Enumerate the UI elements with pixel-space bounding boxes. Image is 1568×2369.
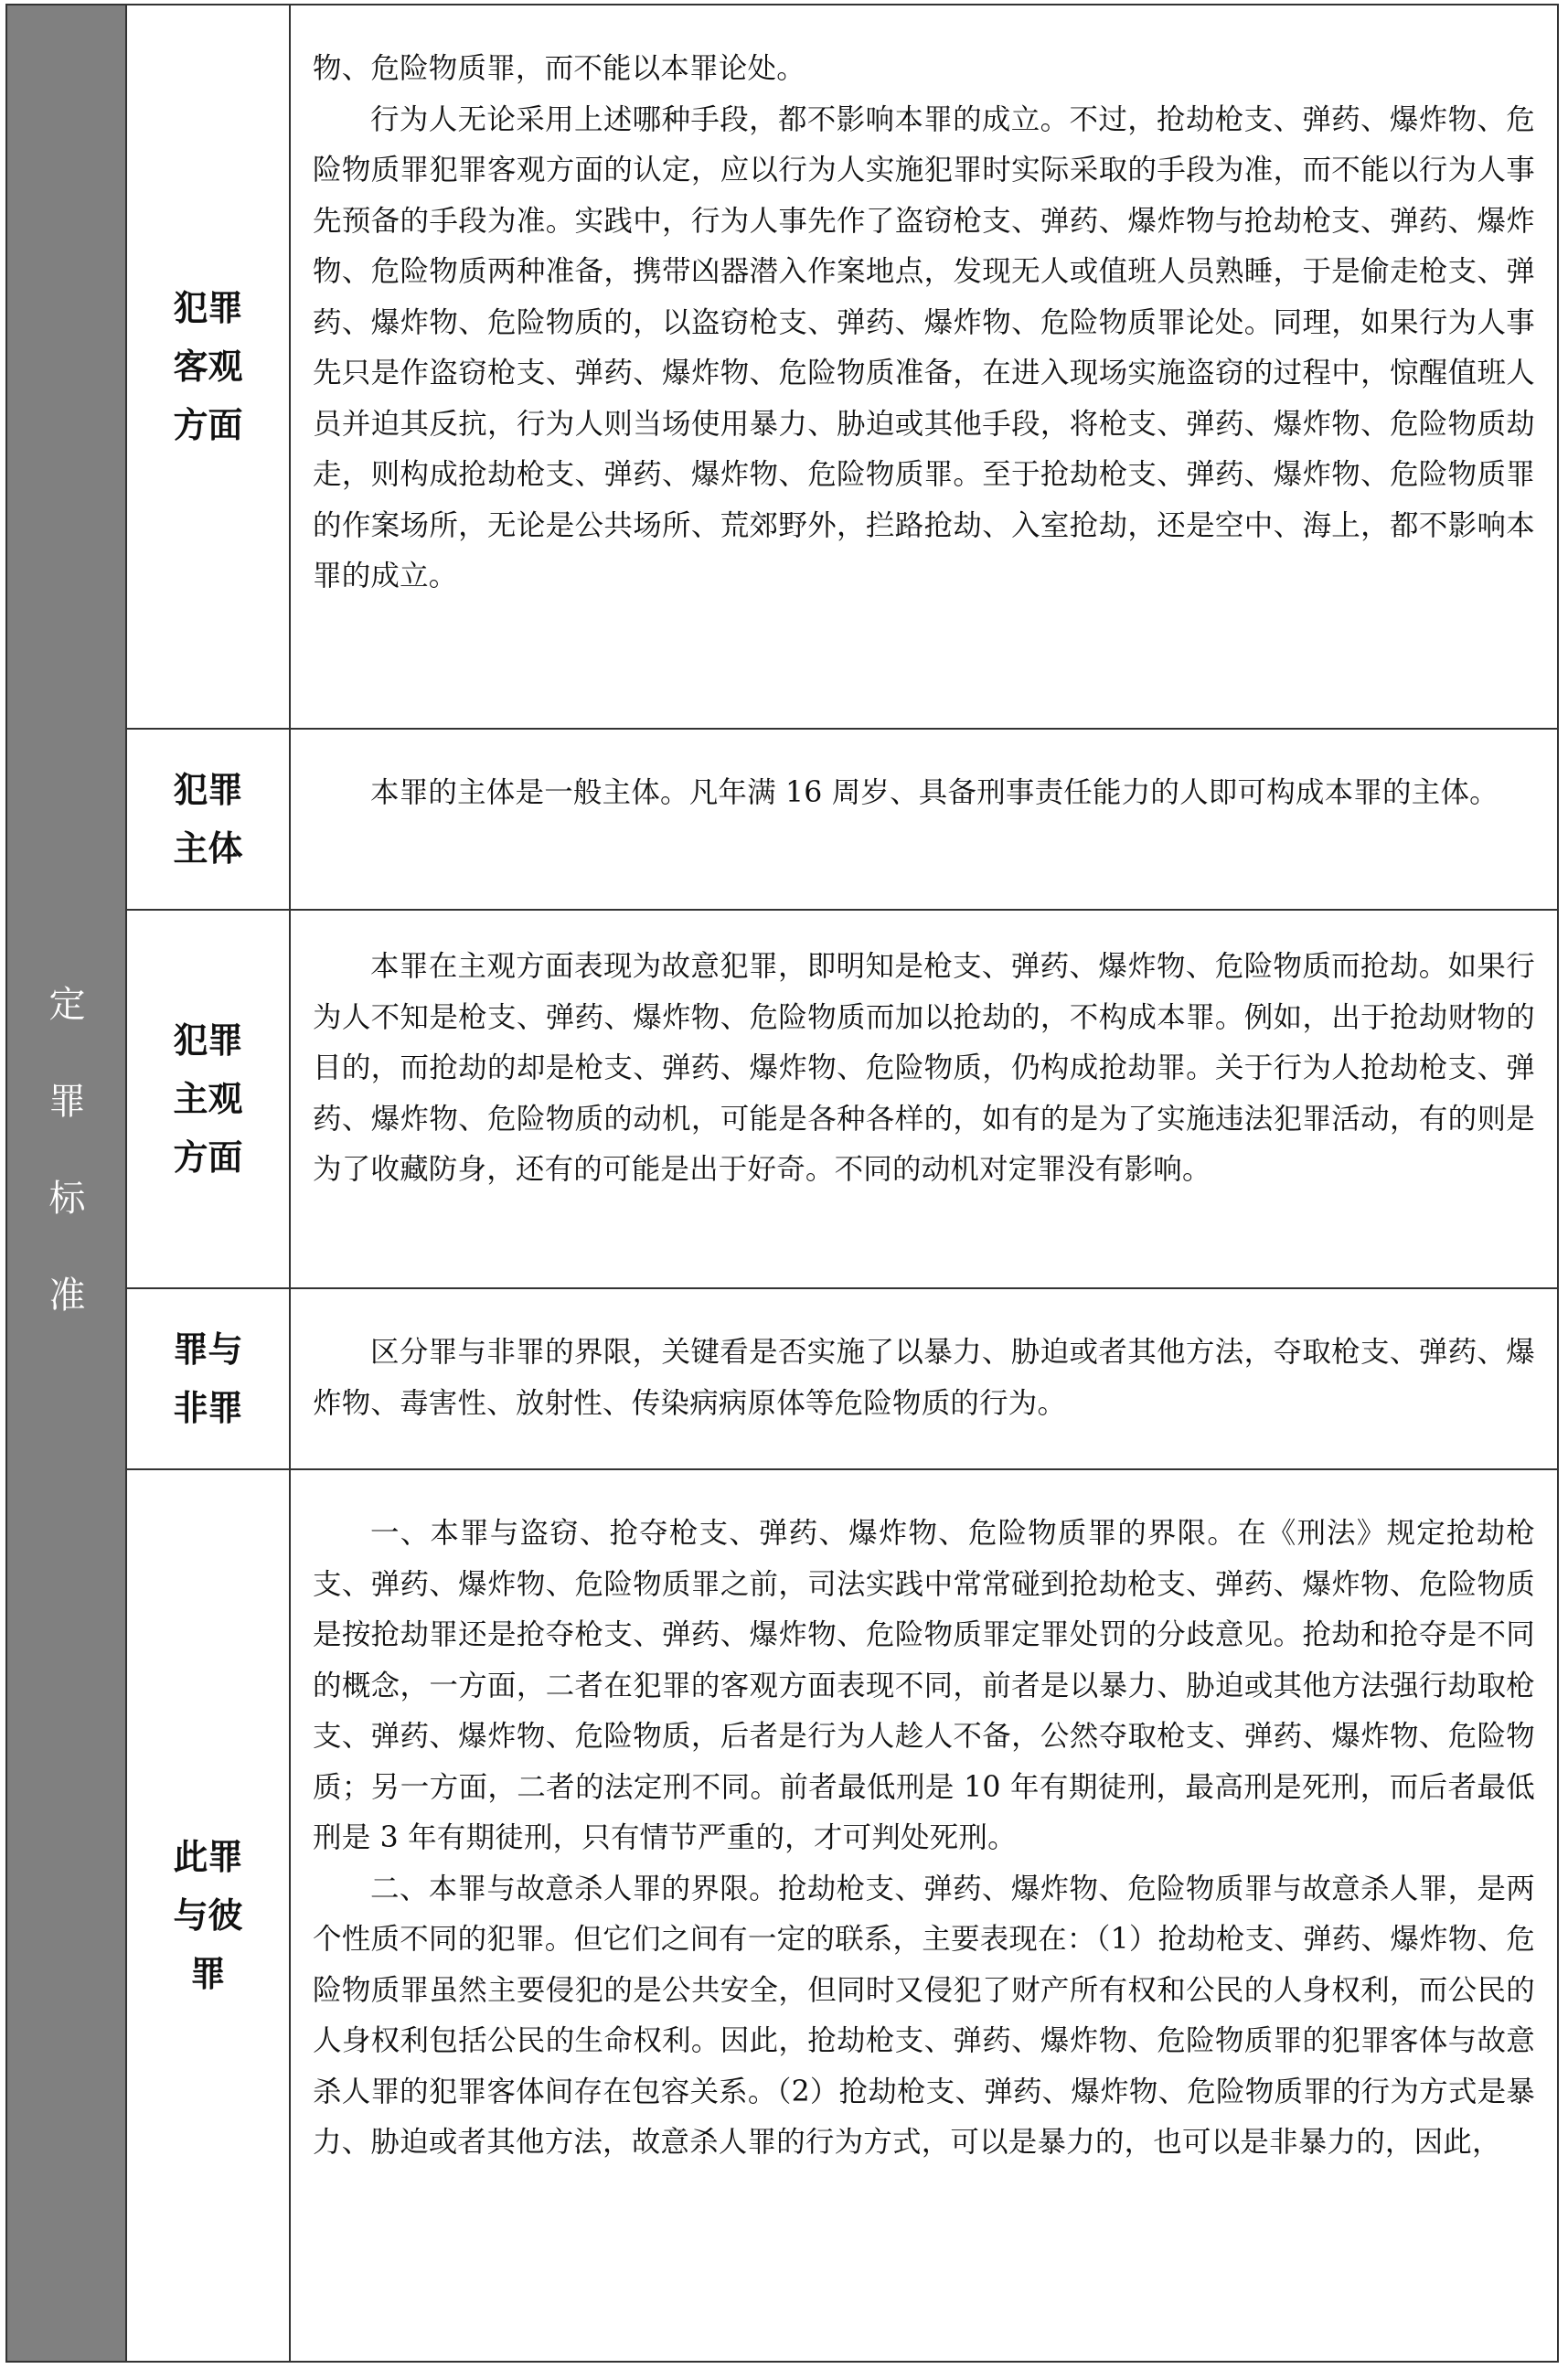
- paragraph: 行为人无论采用上述哪种手段，都不影响本罪的成立。不过，抢劫枪支、弹药、爆炸物、危险物质罪犯罪客观方面的认定，应以行为人实施犯罪时实际采取的手段为准，而不能以行为人事先预备的手段为准。实践中，行为人事先作了盗窃枪支、弹药、爆炸物与抢劫枪支、弹药、爆炸物、危险物质两种准备，携带凶器潜入作案地点，发现无人或值班人员熟睡，于是偷走枪支、弹药、爆炸物、危险物质的，以盗窃枪支、弹药、爆炸物、危险物质罪论处。同理，如果行为人事先只是作盗窃枪支、弹药、爆炸物、危险物质准备，在进入现场实施盗窃的过程中，惊醒值班人员并迫其反抗，行为人则当场使用暴力、胁迫或其他手段，将枪支、弹药、爆炸物、危险物质劫走，则构成抢劫枪支、弹药、爆炸物、危险物质罪。至于抢劫枪支、弹药、爆炸物、危险物质罪的作案场所，无论是公共场所、荒郊野外，拦路抢劫、入室抢劫，还是空中、海上，都不影响本罪的成立。: [313, 102, 1535, 592]
- row-label-cell: [127, 5, 291, 728]
- row-label: 犯罪主观方面: [173, 1020, 243, 1178]
- side-char: 罪: [48, 1081, 86, 1123]
- row-label-cell: [127, 1289, 291, 1468]
- row-content: [291, 1289, 1557, 1468]
- paragraph: 本罪的主体是一般主体。凡年满 16 周岁、具备刑事责任能力的人即可构成本罪的主体。: [370, 776, 1499, 809]
- row-label-cell: [127, 730, 291, 909]
- row-label-cell: [127, 1470, 291, 2361]
- paragraph: 二、本罪与故意杀人罪的界限。抢劫枪支、弹药、爆炸物、危险物质罪与故意杀人罪，是两个性质不同的犯罪。但它们之间有一定的联系，主要表现在：（1）抢劫枪支、弹药、爆炸物、危险物质罪虽然主要侵犯的是公共安全，但同时又侵犯了财产所有权和公民的人身权利，而公民的人身权利包括公民的生命权利。因此，抢劫枪支、弹药、爆炸物、危险物质罪的犯罪客体与故意杀人罪的犯罪客体间存在包容关系。（2）抢劫枪支、弹药、爆炸物、危险物质罪的行为方式是暴力、胁迫或者其他方法，故意杀人罪的行为方式，可以是暴力的，也可以是非暴力的，因此，: [313, 1872, 1535, 2159]
- paragraph: 区分罪与非罪的界限，关键看是否实施了以暴力、胁迫或者其他方法，夺取枪支、弹药、爆炸物、毒害性、放射性、传染病病原体等危险物质的行为。: [313, 1336, 1535, 1420]
- row-content: [291, 1470, 1557, 2361]
- side-column: [7, 5, 127, 2361]
- paragraph: 物、危险物质罪，而不能以本罪论处。: [313, 52, 805, 85]
- side-char: 标: [48, 1178, 86, 1220]
- row-this-vs-other-crime: [127, 1470, 1557, 2361]
- side-label: [7, 956, 127, 1344]
- row-label: 此罪与彼罪: [173, 1837, 243, 1994]
- side-char: 准: [48, 1275, 86, 1317]
- row-content: [291, 5, 1557, 728]
- row-subjective-aspect: [127, 911, 1557, 1289]
- paragraph: 本罪在主观方面表现为故意犯罪，即明知是枪支、弹药、爆炸物、危险物质而抢劫。如果行为人不知是枪支、弹药、爆炸物、危险物质而加以抢劫的，不构成本罪。例如，出于抢劫财物的目的，而抢劫的却是枪支、弹药、爆炸物、危险物质，仍构成抢劫罪。关于行为人抢劫枪支、弹药、爆炸物、危险物质的动机，可能是各种各样的，如有的是为了实施违法犯罪活动，有的则是为了收藏防身，还有的可能是出于好奇。不同的动机对定罪没有影响。: [313, 950, 1535, 1186]
- side-char: 定: [48, 984, 86, 1026]
- row-subject: [127, 730, 1557, 911]
- row-label: 犯罪客观方面: [173, 288, 243, 445]
- criteria-table: [5, 4, 1559, 2363]
- row-content: [291, 730, 1557, 909]
- paragraph: 一、本罪与盗窃、抢夺枪支、弹药、爆炸物、危险物质罪的界限。在《刑法》规定抢劫枪支、弹药、爆炸物、危险物质罪之前，司法实践中常常碰到抢劫枪支、弹药、爆炸物、危险物质是按抢劫罪还是抢夺枪支、弹药、爆炸物、危险物质罪定罪处罚的分歧意见。抢劫和抢夺是不同的概念，一方面，二者在犯罪的客观方面表现不同，前者是以暴力、胁迫或其他方法强行劫取枪支、弹药、爆炸物、危险物质，后者是行为人趁人不备，公然夺取枪支、弹药、爆炸物、危险物质；另一方面，二者的法定刑不同。前者最低刑是 10 年有期徒刑，最高刑是死刑，而后者最低刑是 3 年有期徒刑，只有情节严重的，才可判处死刑。: [313, 1517, 1535, 1854]
- row-label: 犯罪主体: [173, 770, 243, 869]
- row-label: 罪与非罪: [173, 1329, 243, 1428]
- row-crime-or-not: [127, 1289, 1557, 1470]
- row-objective-aspect: [127, 5, 1557, 730]
- row-label-cell: [127, 911, 291, 1287]
- row-content: [291, 911, 1557, 1287]
